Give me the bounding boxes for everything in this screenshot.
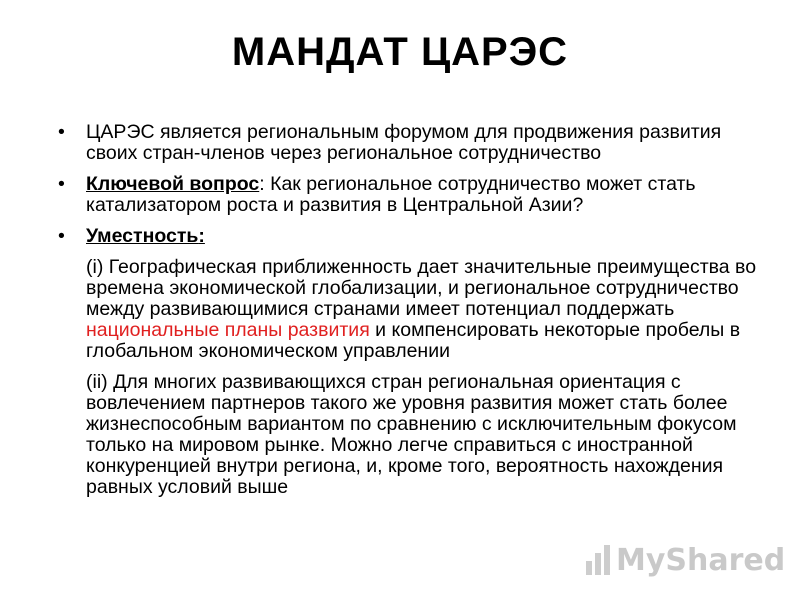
bullet-relevance <box>58 226 758 247</box>
bullet-dot: • <box>58 121 65 143</box>
key-question-text: : Как региональное сотрудничество может стать катализатором роста и развития в Центральной Азии? <box>86 173 696 216</box>
bullet-mandate <box>58 122 758 164</box>
slide-body <box>58 122 758 508</box>
bullet-dot: • <box>58 225 65 247</box>
relevance-colon: : <box>198 225 205 247</box>
relevance-paragraph-2 <box>58 372 758 498</box>
national-plans-highlight: национальные планы развития <box>86 319 370 341</box>
key-question-label: Ключевой вопрос <box>86 173 260 195</box>
paragraph-1-text-a: (i) Географическая приближенность дает значительные преимущества во времена экономической глобализации, и региональное сотрудничество между развивающимися странами имеет потенциал поддержать <box>86 256 757 320</box>
slide-title: МАНДАТ ЦАРЭС <box>231 30 569 74</box>
relevance-paragraph-1 <box>58 257 758 362</box>
watermark-text: MyShared <box>616 542 786 578</box>
relevance-label: Уместность <box>86 225 199 247</box>
myshared-watermark <box>584 540 785 580</box>
paragraph-2-text: (ii) Для многих развивающихся стран региональная ориентация с вовлечением партнеров такого же уровня развития может стать более жизнеспособным вариантом по сравнению с исключительным фокусом только на мировом рынке. Можно легче справиться с иностранной конкуренцией внутри региона, и, кроме того, вероятность нахождения равных условий выше <box>86 371 737 498</box>
bullet-key-question <box>58 174 758 216</box>
bullet-dot: • <box>58 173 65 195</box>
bar-chart-logo-icon <box>584 543 612 577</box>
bullet-mandate-text: ЦАРЭС является региональным форумом для продвижения развития своих стран-членов через региональное сотрудничество <box>86 121 722 164</box>
paragraph-1-text-b: и компенсировать некоторые пробелы в глобальном экономическом управлении <box>86 319 741 362</box>
